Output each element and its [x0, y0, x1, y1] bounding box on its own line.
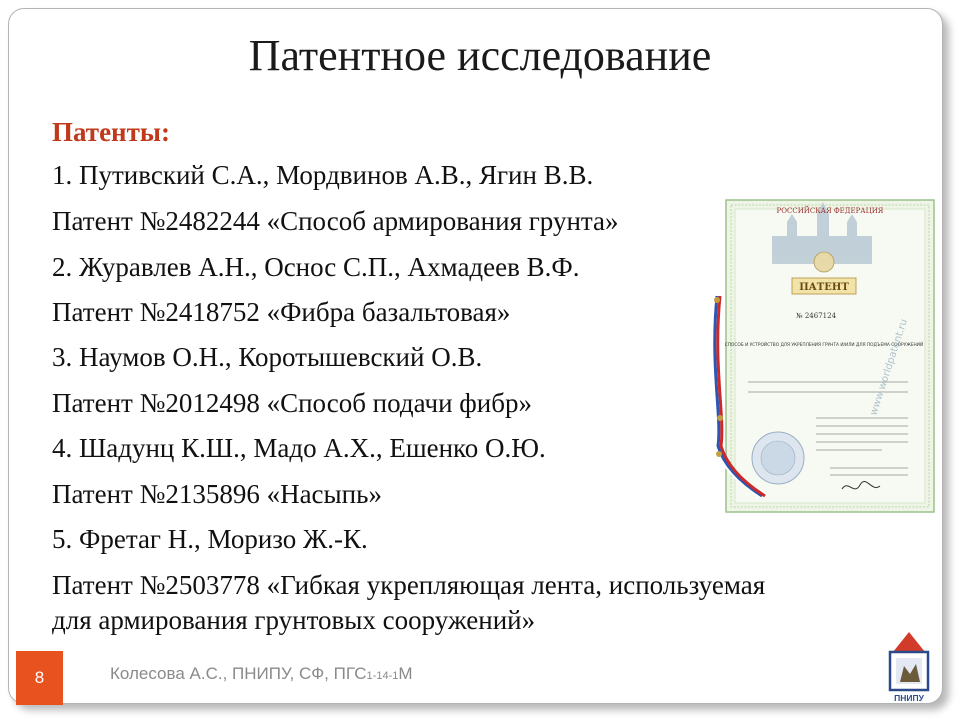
- footer-author: [110, 664, 413, 684]
- certificate-number: № 2467124: [796, 312, 837, 320]
- certificate-doc-type: ПАТЕНТ: [799, 282, 849, 293]
- footer-author-text: Колесова А.С., ПНИПУ, СФ, ПГС: [110, 664, 367, 683]
- patent-authors-4: 4. Шадунц К.Ш., Мадо А.Х., Ешенко О.Ю.: [52, 433, 546, 463]
- university-logo: [880, 630, 938, 706]
- patent-certificate-image: [712, 196, 936, 514]
- patent-title-5-cont: для армирования грунтовых сооружений»: [52, 605, 536, 635]
- patent-title-4: Патент №2135896 «Насыпь»: [52, 479, 382, 509]
- patent-authors-5: 5. Фретаг Н., Моризо Ж.-К.: [52, 524, 368, 554]
- page-number-badge: [16, 651, 63, 705]
- patent-authors-1: 1. Путивский С.А., Мордвинов А.В., Ягин В.В.: [52, 160, 594, 190]
- page-title: Патентное исследование: [248, 31, 712, 80]
- footer-group-code: 1-14-1: [366, 670, 399, 682]
- certificate-watermark: www.worldpatent.ru: [868, 317, 910, 417]
- page-number: 8: [34, 668, 45, 687]
- patent-title-2: Патент №2418752 «Фибра базальтовая»: [52, 297, 511, 327]
- university-logo-text: ПНИПУ: [894, 693, 924, 703]
- patent-authors-2: 2. Журавлев А.Н., Оснос С.П., Ахмадеев В.Ф.: [52, 252, 580, 282]
- patent-authors-3: 3. Наумов О.Н., Коротышевский О.В.: [52, 342, 483, 372]
- patents-heading: Патенты:: [52, 117, 170, 147]
- footer-suffix: М: [398, 664, 413, 683]
- patent-title-1: Патент №2482244 «Способ армирования грунта»: [52, 206, 619, 236]
- patent-title-3: Патент №2012498 «Способ подачи фибр»: [52, 388, 532, 418]
- certificate-country: РОССИЙСКАЯ ФЕДЕРАЦИЯ: [776, 207, 884, 215]
- patent-title-5: Патент №2503778 «Гибкая укрепляющая лента, используемая: [52, 570, 766, 600]
- certificate-invention-title: СПОСОБ И УСТРОЙСТВО ДЛЯ УКРЕПЛЕНИЯ ГРУНТА И/ИЛИ ДЛЯ ПОДЪЕМА СООРУЖЕНИЙ: [724, 343, 924, 348]
